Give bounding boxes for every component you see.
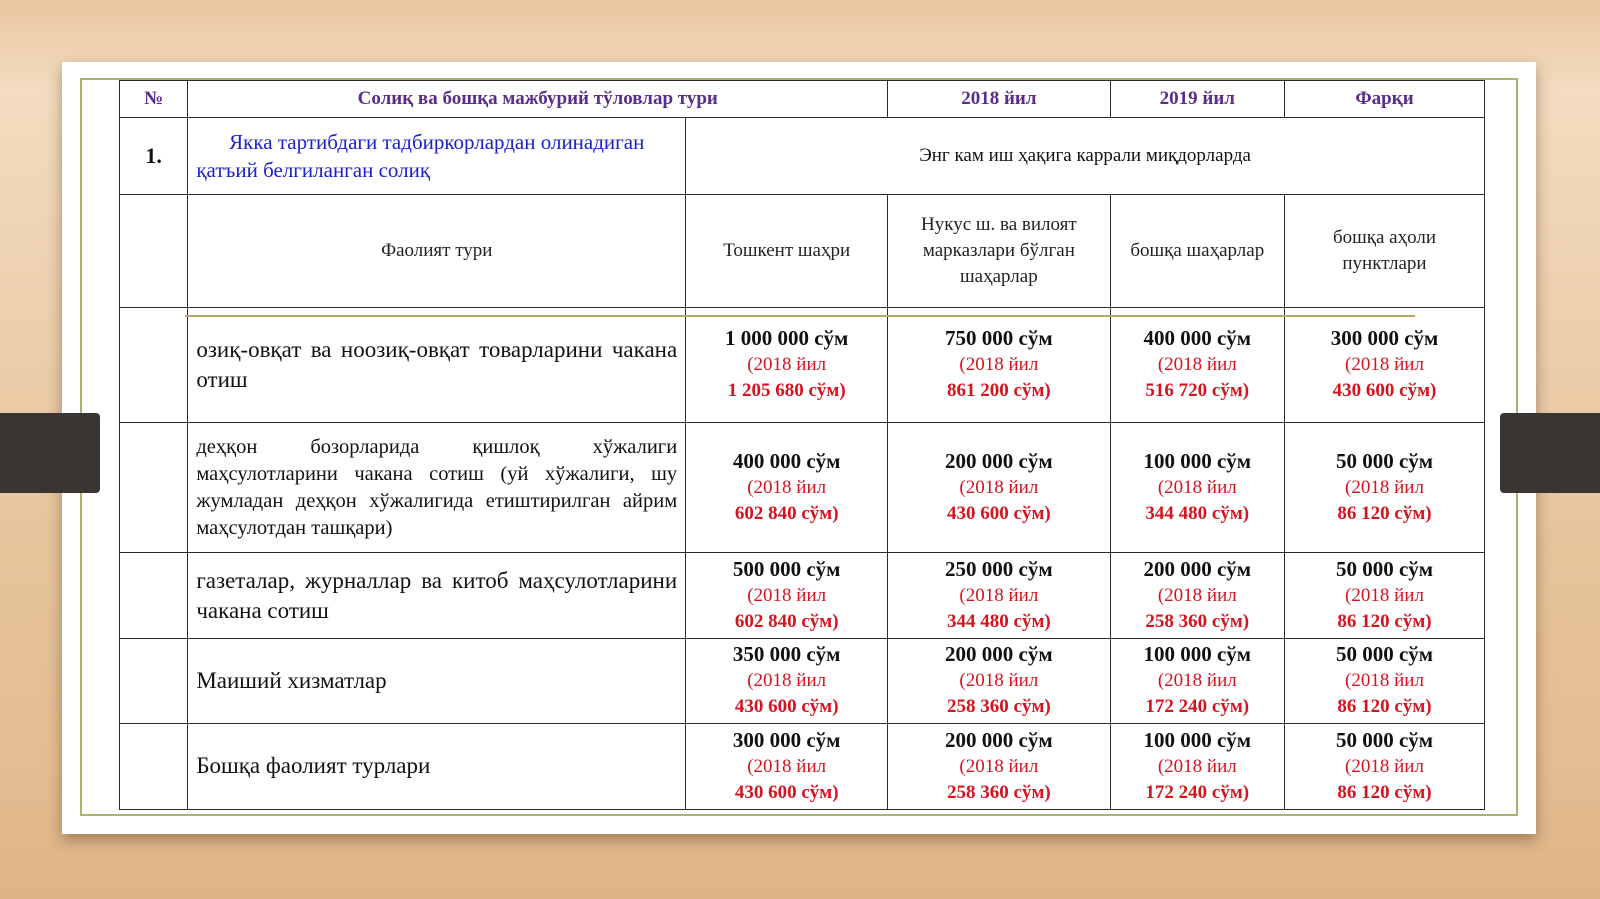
prev-value: 172 240 сўм) (1145, 781, 1250, 803)
prev-label: (2018 йил (1157, 354, 1237, 376)
amount-cell (1110, 723, 1284, 809)
amount-value: 50 000 сўм (1335, 557, 1434, 582)
prev-value: 861 200 сўм) (947, 380, 1051, 402)
amount-cell (686, 638, 888, 723)
table-row (120, 723, 1485, 809)
section-title: Якка тартибдаги тадбиркорлардан олинадиган қатъий белгиланган солиқ (188, 117, 686, 194)
amount-cell (888, 638, 1110, 723)
prev-label: (2018 йил (1157, 585, 1237, 607)
header-num: № (120, 81, 188, 118)
amount-value: 400 000 сўм (732, 449, 841, 474)
amount-cell (1285, 553, 1485, 638)
amount-value: 350 000 сўм (732, 642, 841, 667)
prev-value: 86 120 сўм) (1337, 611, 1432, 633)
prev-value: 258 360 сўм) (947, 781, 1051, 803)
prev-value: 86 120 сўм) (1337, 781, 1432, 803)
amount-value: 100 000 сўм (1143, 727, 1252, 752)
table-row (120, 422, 1485, 553)
amount-cell (1285, 308, 1485, 423)
prev-value: 430 600 сўм) (947, 503, 1051, 525)
amount-value: 200 000 сўм (945, 727, 1053, 752)
subheader-regional-centers: Нукус ш. ва вилоят марказлари бўлган шаҳарлар (888, 194, 1110, 308)
section-num: 1. (120, 117, 188, 194)
prev-label: (2018 йил (1345, 354, 1424, 376)
row-num-cell (120, 308, 188, 423)
activity-cell: Маиший хизматлар (188, 638, 686, 723)
row-num-cell (120, 723, 188, 809)
table-row (120, 553, 1485, 638)
activity-cell: озиқ-овқат ва ноозиқ-овқат товарларини чакана отиш (188, 308, 686, 423)
header-2018: 2018 йил (888, 81, 1110, 118)
prev-value: 258 360 сўм) (1145, 611, 1250, 633)
prev-label: (2018 йил (1345, 585, 1424, 607)
row-num-cell (120, 638, 188, 723)
prev-label: (2018 йил (747, 670, 827, 692)
prev-label: (2018 йил (1345, 477, 1424, 499)
amount-cell (1285, 422, 1485, 553)
amount-value: 100 000 сўм (1143, 449, 1252, 474)
prev-value: 344 480 сўм) (947, 611, 1051, 633)
prev-label: (2018 йил (959, 585, 1039, 607)
prev-value: 430 600 сўм) (734, 781, 839, 803)
amount-value: 500 000 сўм (732, 557, 841, 582)
amount-cell (888, 422, 1110, 553)
prev-value: 430 600 сўм) (1332, 380, 1437, 402)
tax-table (119, 80, 1485, 810)
prev-value: 1 205 680 сўм) (727, 380, 846, 402)
prev-label: (2018 йил (747, 585, 827, 607)
amount-cell (1285, 723, 1485, 809)
amount-cell (1110, 422, 1284, 553)
prev-label: (2018 йил (1157, 670, 1237, 692)
prev-value: 430 600 сўм) (734, 696, 839, 718)
amount-value: 750 000 сўм (945, 326, 1053, 351)
amount-cell (1110, 553, 1284, 638)
subheader-other-cities: бошқа шаҳарлар (1110, 194, 1284, 308)
prev-value: 172 240 сўм) (1145, 696, 1250, 718)
prev-label: (2018 йил (1345, 670, 1424, 692)
subheader-other-settlements: бошқа аҳоли пунктлари (1285, 194, 1485, 308)
subheader-tashkent: Тошкент шаҳри (686, 194, 888, 308)
amount-value: 250 000 сўм (945, 557, 1053, 582)
table-row (120, 308, 1485, 423)
activity-cell: газеталар, журналлар ва китоб маҳсулотларини чакана сотиш (188, 553, 686, 638)
header-2019: 2019 йил (1110, 81, 1284, 118)
amount-cell (888, 308, 1110, 423)
prev-label: (2018 йил (747, 755, 827, 777)
prev-value: 344 480 сўм) (1145, 503, 1250, 525)
header-diff: Фарқи (1285, 81, 1485, 118)
subheader-activity: Фаолият тури (188, 194, 686, 308)
amount-value: 100 000 сўм (1143, 642, 1252, 667)
prev-value: 86 120 сўм) (1337, 696, 1432, 718)
table-row (120, 638, 1485, 723)
amount-value: 300 000 сўм (1330, 326, 1439, 351)
subheader-empty (120, 194, 188, 308)
amount-value: 200 000 сўм (945, 642, 1053, 667)
prev-value: 516 720 сўм) (1145, 380, 1250, 402)
prev-value: 602 840 сўм) (734, 611, 839, 633)
prev-label: (2018 йил (1157, 477, 1237, 499)
subheader-divider (185, 315, 1415, 317)
amount-value: 200 000 сўм (1143, 557, 1252, 582)
amount-value: 200 000 сўм (945, 449, 1053, 474)
amount-cell (1285, 638, 1485, 723)
amount-value: 50 000 сўм (1335, 642, 1434, 667)
prev-value: 258 360 сўм) (947, 696, 1051, 718)
prev-value: 86 120 сўм) (1337, 503, 1432, 525)
amount-cell (686, 422, 888, 553)
prev-label: (2018 йил (959, 670, 1039, 692)
amount-cell (888, 723, 1110, 809)
amount-value: 50 000 сўм (1335, 449, 1434, 474)
prev-label: (2018 йил (747, 477, 827, 499)
amount-cell (686, 553, 888, 638)
amount-cell (686, 308, 888, 423)
amount-value: 400 000 сўм (1143, 326, 1252, 351)
amount-cell (1110, 308, 1284, 423)
amount-cell (1110, 638, 1284, 723)
prev-label: (2018 йил (1157, 755, 1237, 777)
header-type: Солиқ ва бошқа мажбурий тўловлар тури (188, 81, 888, 118)
section-note: Энг кам иш ҳақига каррали миқдорларда (686, 117, 1485, 194)
row-num-cell (120, 422, 188, 553)
activity-cell: деҳқон бозорларида қишлоқ хўжалиги маҳсулотларини чакана сотиш (уй хўжалиги, шу жумладан деҳқон хўжалигида етиштирилган айрим маҳсулотдан ташқари) (188, 422, 686, 553)
amount-cell (686, 723, 888, 809)
table-header-row (120, 81, 1485, 118)
section-row (120, 117, 1485, 194)
amount-value: 300 000 сўм (732, 727, 841, 752)
prev-value: 602 840 сўм) (734, 503, 839, 525)
amount-value: 50 000 сўм (1335, 727, 1434, 752)
row-num-cell (120, 553, 188, 638)
activity-cell: Бошқа фаолият турлари (188, 723, 686, 809)
prev-label: (2018 йил (747, 354, 827, 376)
prev-label: (2018 йил (959, 477, 1039, 499)
subheader-row (120, 194, 1485, 308)
amount-cell (888, 553, 1110, 638)
left-side-band (0, 413, 100, 493)
amount-value: 1 000 000 сўм (724, 326, 849, 351)
prev-label: (2018 йил (1345, 755, 1424, 777)
right-side-band (1500, 413, 1600, 493)
prev-label: (2018 йил (959, 755, 1039, 777)
prev-label: (2018 йил (959, 354, 1039, 376)
